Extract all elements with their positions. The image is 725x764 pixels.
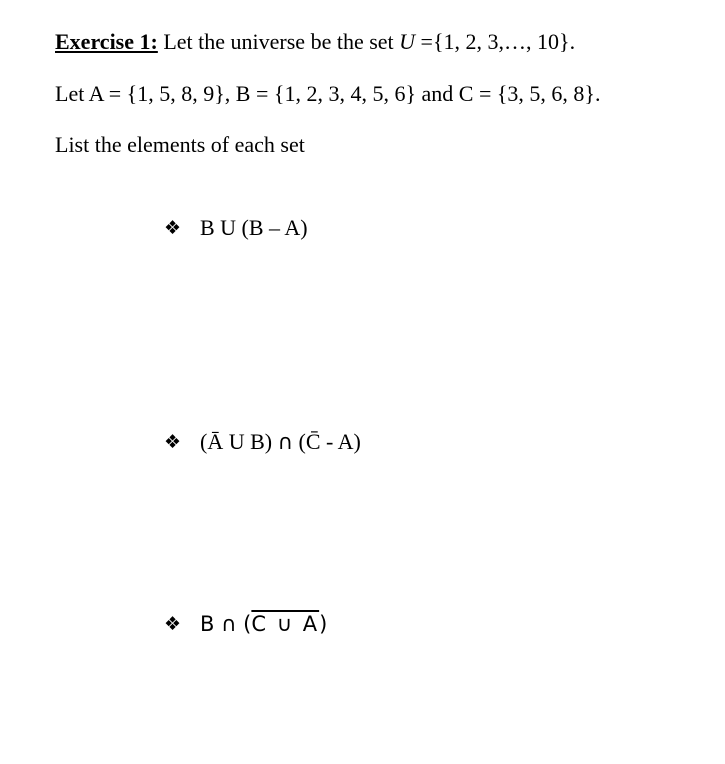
diamond-bullet-icon: ❖ [164,613,182,635]
set-expression-2: (Ā U B) ∩ (C̄ - A) [200,429,361,454]
sets-definition: Let A = {1, 5, 8, 9}, B = {1, 2, 3, 4, 5, 6} and C = {3, 5, 6, 8}. [55,81,601,106]
complement-c: C̄ [305,429,321,454]
instruction-text: List the elements of each set [55,132,305,157]
intro-text: Let the universe be the set [157,29,400,54]
complement-a: Ā [207,429,224,454]
intersection-symbol: ∩ [221,612,237,636]
exercise-label: Exercise 1: [55,29,158,54]
intersection-symbol: ∩ [277,430,293,454]
diamond-bullet-icon: ❖ [164,431,182,453]
exercise-item-3 [164,610,327,638]
complement-c-union-a: C ∪ A [251,612,320,636]
exercise-item-1 [164,214,308,242]
universe-variable: U [399,29,416,54]
exercise-intro [55,28,575,56]
diamond-bullet-icon: ❖ [164,217,182,239]
exercise-item-2 [164,428,361,456]
set-expression-3: B ∩ (C ∪ A) [200,612,328,636]
universe-set: ={1, 2, 3,…, 10}. [415,29,576,54]
set-expression-1: B U (B – A) [200,215,308,240]
